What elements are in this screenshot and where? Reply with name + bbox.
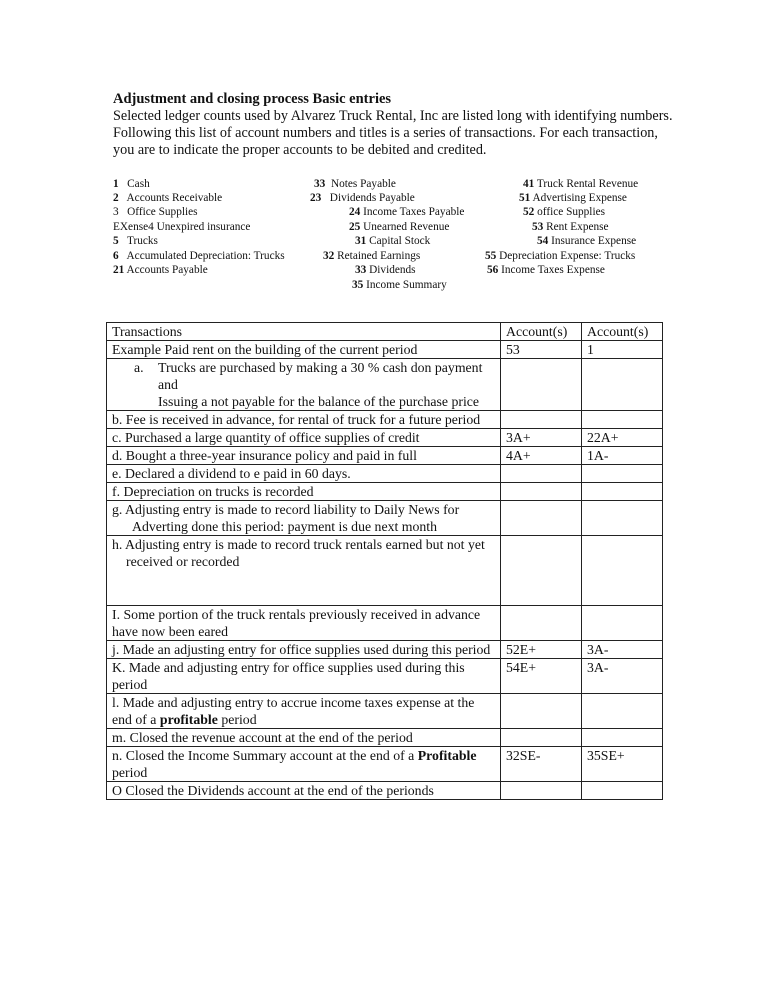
debit-cell: 32SE-	[501, 747, 582, 782]
table-row	[107, 606, 663, 641]
account-1: 1 Cash	[113, 178, 150, 190]
account-6: 6 Accumulated Depreciation: Trucks	[113, 250, 285, 262]
header-debit-accounts: Account(s)	[501, 323, 582, 341]
credit-cell	[582, 501, 663, 536]
debit-cell: 52E+	[501, 641, 582, 659]
credit-cell	[582, 483, 663, 501]
transaction-text: a. Trucks are purchased by making a 30 % cash don payment and Issuing a not payable for the balance of the purchase price	[107, 359, 501, 411]
transaction-text: c. Purchased a large quantity of office supplies of credit	[107, 429, 501, 447]
page-title: Adjustment and closing process Basic entries	[113, 91, 392, 107]
debit-cell	[501, 359, 582, 411]
account-56: 56 Income Taxes Expense	[487, 264, 605, 276]
account-2: 2 Accounts Receivable	[113, 192, 223, 204]
account-4: EXense4 Unexpired insurance	[113, 221, 251, 233]
transaction-text: O Closed the Dividends account at the end of the perionds	[107, 782, 501, 800]
account-25: 25 Unearned Revenue	[349, 221, 450, 233]
debit-cell: 54E+	[501, 659, 582, 694]
debit-cell	[501, 606, 582, 641]
debit-cell: 3A+	[501, 429, 582, 447]
transactions-table	[106, 322, 663, 800]
transaction-text: K. Made and adjusting entry for office supplies used during this period	[107, 659, 501, 694]
table-row	[107, 782, 663, 800]
account-53: 53 Rent Expense	[532, 221, 609, 233]
credit-cell: 1	[582, 341, 663, 359]
table-row	[107, 641, 663, 659]
table-row	[107, 341, 663, 359]
item-label: a.	[134, 360, 144, 375]
transaction-text: I. Some portion of the truck rentals previously received in advance have now been eared	[107, 606, 501, 641]
table-row	[107, 659, 663, 694]
header-credit-accounts: Account(s)	[582, 323, 663, 341]
credit-cell: 3A-	[582, 659, 663, 694]
account-51: 51 Advertising Expense	[519, 192, 627, 204]
table-row	[107, 359, 663, 411]
credit-cell: 3A-	[582, 641, 663, 659]
table-row	[107, 501, 663, 536]
intro-paragraph: Selected ledger counts used by Alvarez Truck Rental, Inc are listed long with identifying numbers. Following this list of account numbers and titles is a series of transactions. For each transaction, you are to indicate the proper accounts to be debited and credited.	[113, 108, 673, 158]
transaction-text: g. Adjusting entry is made to record liability to Daily News for Adverting done this period: payment is due next month	[107, 501, 501, 536]
credit-cell	[582, 729, 663, 747]
table-row	[107, 729, 663, 747]
table-row	[107, 465, 663, 483]
account-33-dividends: 33 Dividends	[355, 264, 416, 276]
account-23: 23 Dividends Payable	[310, 192, 415, 204]
account-5: 5 Trucks	[113, 235, 158, 247]
credit-cell	[582, 782, 663, 800]
transaction-text: h. Adjusting entry is made to record truck rentals earned but not yet received or recorded	[107, 536, 501, 606]
debit-cell	[501, 483, 582, 501]
debit-cell	[501, 782, 582, 800]
debit-cell	[501, 465, 582, 483]
account-41: 41 Truck Rental Revenue	[523, 178, 639, 190]
debit-cell	[501, 501, 582, 536]
account-31: 31 Capital Stock	[355, 235, 431, 247]
credit-cell	[582, 411, 663, 429]
transaction-text: j. Made an adjusting entry for office supplies used during this period	[107, 641, 501, 659]
credit-cell	[582, 606, 663, 641]
credit-cell: 22A+	[582, 429, 663, 447]
transaction-text: Example Paid rent on the building of the current period	[107, 341, 501, 359]
transaction-text: l. Made and adjusting entry to accrue income taxes expense at the end of a profitable period	[107, 694, 501, 729]
account-21: 21 Accounts Payable	[113, 264, 208, 276]
transaction-text: d. Bought a three-year insurance policy and paid in full	[107, 447, 501, 465]
credit-cell	[582, 694, 663, 729]
credit-cell	[582, 465, 663, 483]
transaction-text: m. Closed the revenue account at the end of the period	[107, 729, 501, 747]
table-row	[107, 411, 663, 429]
debit-cell: 53	[501, 341, 582, 359]
table-header-row	[107, 323, 663, 341]
credit-cell	[582, 359, 663, 411]
table-row	[107, 536, 663, 606]
account-35: 35 Income Summary	[352, 279, 447, 291]
table-row	[107, 447, 663, 465]
account-24: 24 Income Taxes Payable	[349, 206, 465, 218]
transaction-text: n. Closed the Income Summary account at the end of a Profitable period	[107, 747, 501, 782]
table-row	[107, 483, 663, 501]
table-row	[107, 694, 663, 729]
transaction-text: e. Declared a dividend to e paid in 60 days.	[107, 465, 501, 483]
debit-cell	[501, 729, 582, 747]
debit-cell	[501, 694, 582, 729]
transaction-text: b. Fee is received in advance, for rental of truck for a future period	[107, 411, 501, 429]
account-54: 54 Insurance Expense	[537, 235, 637, 247]
account-52: 52 office Supplies	[523, 206, 606, 218]
credit-cell: 35SE+	[582, 747, 663, 782]
account-32: 32 Retained Earnings	[323, 250, 421, 262]
debit-cell	[501, 411, 582, 429]
debit-cell	[501, 536, 582, 606]
account-55: 55 Depreciation Expense: Trucks	[485, 250, 636, 262]
transaction-text: f. Depreciation on trucks is recorded	[107, 483, 501, 501]
account-3: 3 Office Supplies	[113, 206, 198, 218]
table-row	[107, 747, 663, 782]
header-transactions: Transactions	[107, 323, 501, 341]
credit-cell: 1A-	[582, 447, 663, 465]
account-33-notes: 33 Notes Payable	[314, 178, 396, 190]
table-row	[107, 429, 663, 447]
credit-cell	[582, 536, 663, 606]
debit-cell: 4A+	[501, 447, 582, 465]
